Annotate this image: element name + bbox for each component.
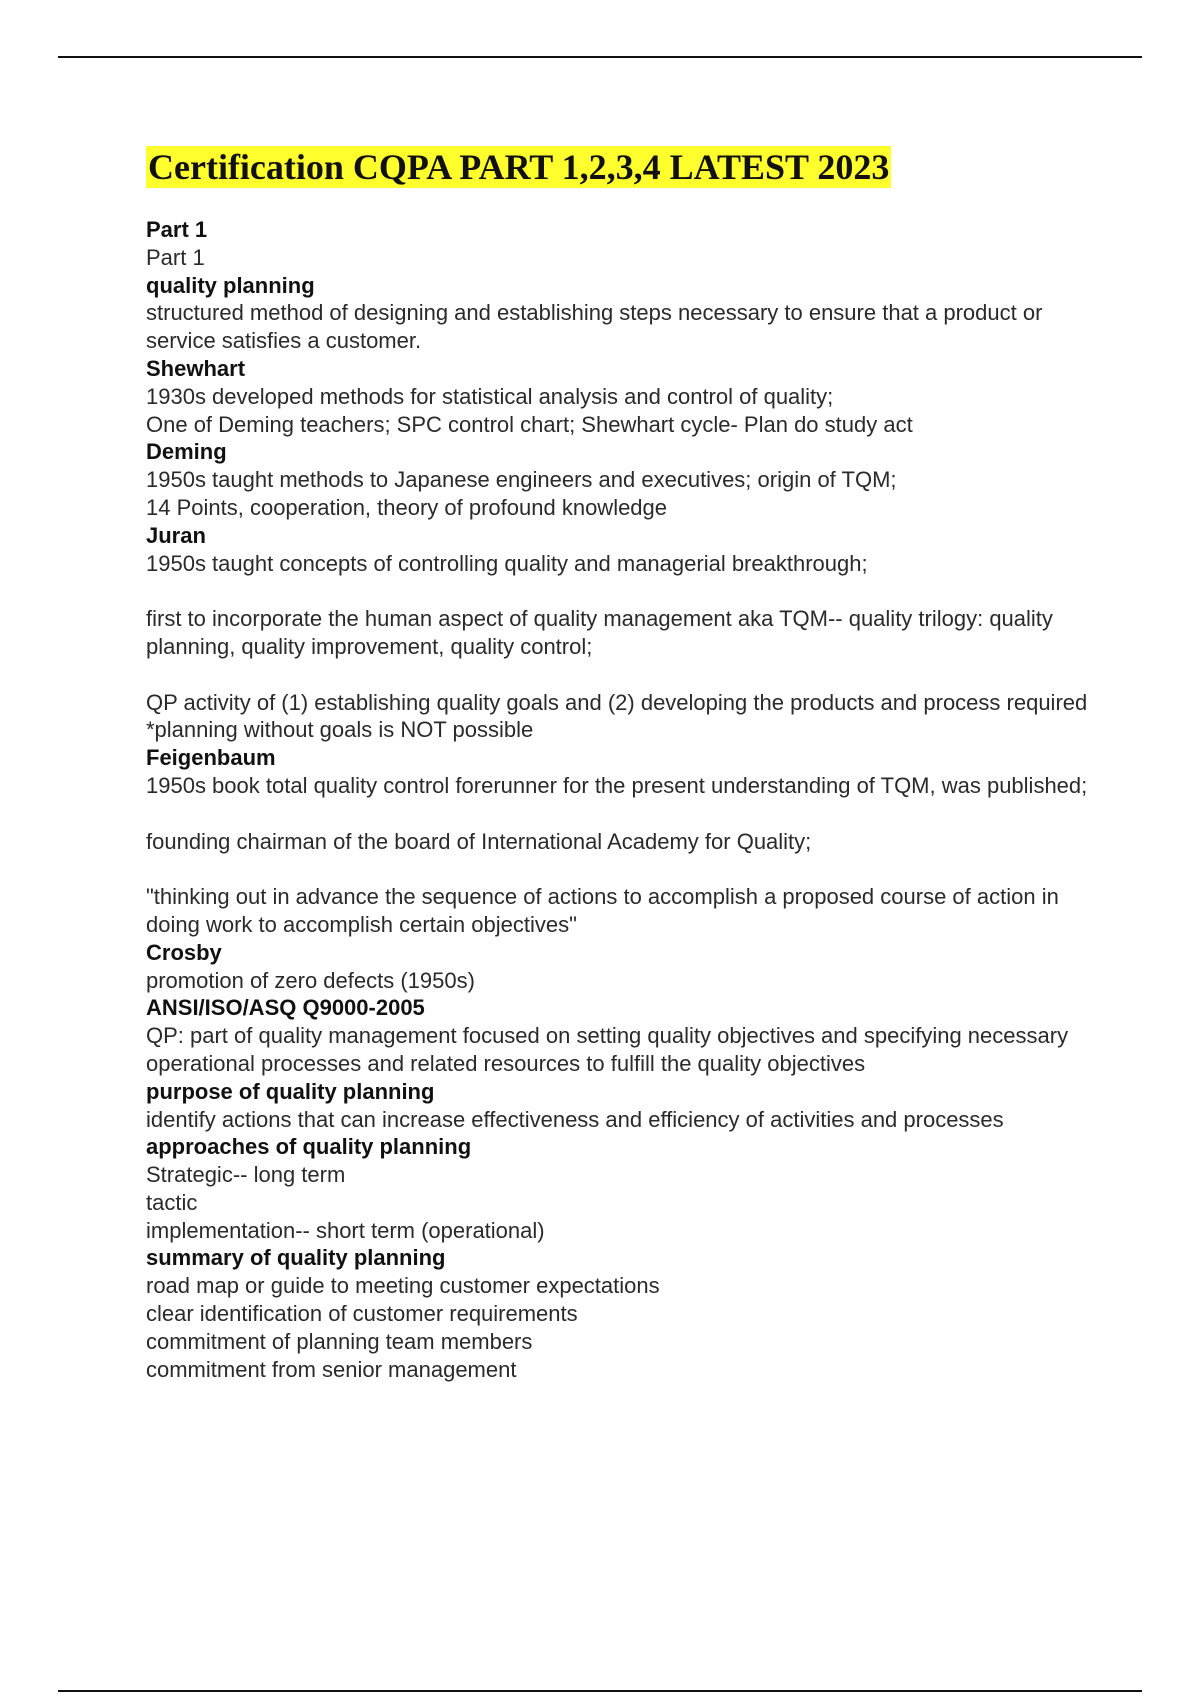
entry-term: Crosby	[146, 939, 222, 965]
entry-term: quality planning	[146, 272, 315, 298]
entry-term: Deming	[146, 439, 227, 465]
paragraph-gap	[146, 577, 1106, 605]
section-heading: Part 1	[146, 217, 208, 242]
glossary-entry	[146, 522, 1106, 744]
glossary-entry	[146, 438, 1106, 521]
document-title: Certification CQPA PART 1,2,3,4 LATEST 2023	[148, 147, 890, 187]
entry-term: Shewhart	[146, 355, 246, 381]
entry-definition-line: commitment from senior management	[146, 1356, 517, 1382]
entry-definition-line: 1950s taught methods to Japanese engineers and executives; origin of TQM;	[146, 467, 897, 493]
paragraph-gap	[146, 661, 1106, 689]
glossary-entry	[146, 355, 1106, 438]
glossary-entry	[146, 1078, 1106, 1134]
entry-term: ANSI/ISO/ASQ Q9000-2005	[146, 995, 425, 1021]
glossary-entry	[146, 1133, 1106, 1244]
top-rule	[58, 56, 1142, 58]
entry-definition-line: first to incorporate the human aspect of quality management aka TQM-- quality trilogy: quality planning, quality improvement, quality control;	[146, 606, 1053, 659]
entry-definition-line: commitment of planning team members	[146, 1328, 533, 1354]
entry-definition-line: 1930s developed methods for statistical analysis and control of quality;	[146, 383, 834, 409]
entry-definition-line: promotion of zero defects (1950s)	[146, 967, 475, 993]
entry-definition-line: clear identification of customer requirements	[146, 1301, 578, 1327]
glossary-entry	[146, 744, 1106, 939]
glossary-entry	[146, 1244, 1106, 1383]
section-subheading: Part 1	[146, 244, 205, 270]
entry-definition-line: Strategic-- long term	[146, 1162, 346, 1188]
entry-term: Feigenbaum	[146, 745, 276, 771]
entry-definition-line: 1950s book total quality control forerunner for the present understanding of TQM, was published;	[146, 772, 1088, 798]
entry-definition-line: implementation-- short term (operational)	[146, 1217, 545, 1243]
bottom-rule	[58, 1690, 1142, 1692]
document-body	[146, 146, 1106, 1383]
entry-term: purpose of quality planning	[146, 1078, 435, 1104]
entry-term: approaches of quality planning	[146, 1134, 472, 1160]
paragraph-gap	[146, 855, 1106, 883]
entry-definition-line: QP activity of (1) establishing quality goals and (2) developing the products and process required *planning without goals is NOT possible	[146, 689, 1088, 743]
entry-definition-line: tactic	[146, 1189, 198, 1215]
entry-list	[146, 272, 1106, 1384]
glossary-entry	[146, 272, 1106, 355]
glossary-entry	[146, 939, 1106, 995]
entry-definition-line: 14 Points, cooperation, theory of profound knowledge	[146, 494, 668, 520]
entry-definition-line: founding chairman of the board of International Academy for Quality;	[146, 828, 812, 854]
entry-term: Juran	[146, 522, 206, 548]
entry-definition-line: identify actions that can increase effectiveness and efficiency of activities and processes	[146, 1106, 1004, 1132]
entry-definition-line: One of Deming teachers; SPC control chart; Shewhart cycle- Plan do study act	[146, 411, 913, 437]
glossary-entry	[146, 994, 1106, 1077]
entry-definition-line: "thinking out in advance the sequence of actions to accomplish a proposed course of action in doing work to accomplish certain objectives"	[146, 884, 1059, 937]
entry-term: summary of quality planning	[146, 1245, 446, 1271]
paragraph-gap	[146, 800, 1106, 828]
document-text	[146, 216, 1106, 1383]
entry-definition-line: QP: part of quality management focused on setting quality objectives and specifying necessary operational processes and related resources to fulfill the quality objectives	[146, 1023, 1069, 1076]
entry-definition-line: 1950s taught concepts of controlling quality and managerial breakthrough;	[146, 550, 868, 576]
entry-definition-line: structured method of designing and establishing steps necessary to ensure that a product or service satisfies a customer.	[146, 300, 1043, 354]
entry-definition-line: road map or guide to meeting customer expectations	[146, 1273, 660, 1299]
